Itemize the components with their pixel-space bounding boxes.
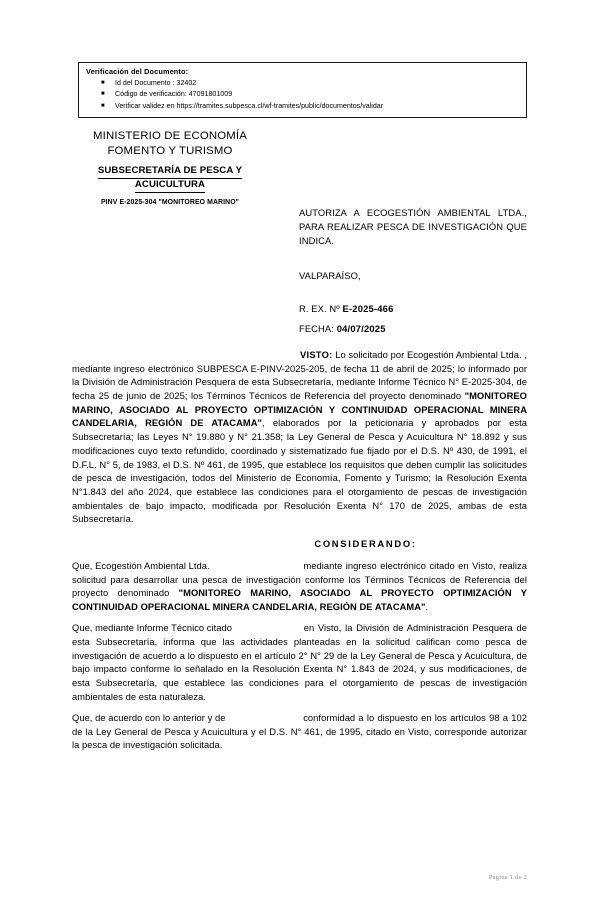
visto-text-a: Lo solicitado por Ecogestión Ambiental Ltda. , mediante ingreso electrónico SUBPESCA E-PINV-2025-205, de fecha 11 de abril de 2025; lo informado por la División de Administración Pesquera de esta Subsecretaría, mediante Informe Técnico N° E-2025-304, de fecha 25 de junio de 2025; los Términos Técnicos de Referencia del proyecto denominado <box>72 350 527 402</box>
ministry-name-line2: FOMENTO Y TURISMO <box>107 145 233 158</box>
project-name-bold: "MONITOREO MARINO, ASOCIADO AL PROYECTO OPTIMIZACIÓN Y CONTINUIDAD OPERACIONAL MINERA CANDELARIA, REGIÓN DE ATACAMA" <box>72 588 527 612</box>
considerando-2-lead: Que, mediante Informe Técnico citado <box>72 623 233 634</box>
project-code: PINV E-2025-304 "MONITOREO MARINO" <box>100 198 240 206</box>
list-item <box>85 78 524 89</box>
document-verification-box <box>78 62 527 118</box>
resolution-date-row <box>299 323 527 334</box>
document-body <box>72 349 527 753</box>
list-item <box>85 89 524 100</box>
subsecretaria-line1: SUBSECRETARÍA DE PESCA Y <box>98 165 242 179</box>
considerando-1-text-b: . <box>425 602 429 612</box>
resolution-subject: AUTORIZA A ECOGESTIÓN AMBIENTAL LTDA., PARA REALIZAR PESCA DE INVESTIGACIÓN QUE INDICA. <box>299 207 527 246</box>
visto-paragraph <box>72 349 527 527</box>
resolution-city: VALPARAÍSO, <box>299 269 361 281</box>
visto-tag: VISTO: <box>300 350 333 360</box>
visto-text-b: , elaborados por la peticionaria y aprobados por esta Subsecretaría; las Leyes N° 19.880 y N° 21.358; la Ley General de Pesca y Acuicultura N° 18.892 y sus modificaciones cuyo texto refundido, coordinado y sistematizado fue fijado por el D.S. Nº 430, de 1991, el D.F.L. N° 5, de 1983, el D.S. Nº 461, de 1995, que establece los requisitos que deben cumplir las solicitudes de pesca de investigación, todos del Ministerio de Economía, Fomento y Turismo; la Resolución Exenta N°1.843 del año 2024, que establece las condiciones para el otorgamiento de pescas de investigación ambientales de bajo impacto, modificada por Resolución Exenta N° 170 de 2025, ambas de esta Subsecretaría. <box>72 418 528 525</box>
resolution-date-value: 04/07/2025 <box>336 322 386 334</box>
resolution-number-label: R. EX. Nº <box>299 302 343 314</box>
bullet-icon: ■ <box>101 79 105 86</box>
verification-title: Verificación del Documento: <box>86 67 189 76</box>
subsecretaria-name <box>44 165 296 193</box>
considerando-paragraph-1 <box>72 560 527 615</box>
ministry-name-line1: MINISTERIO DE ECONOMÍA <box>93 130 247 142</box>
considerando-3-lead: Que, de acuerdo con lo anterior y de <box>72 712 226 723</box>
considerando-1-text-a: mediante ingreso electrónico citado en Visto, realiza solicitud para desarrollar una pesca de investigación conforme los Términos Técnicos de Referencia del proyecto denominado <box>72 560 527 599</box>
letterhead <box>44 129 296 206</box>
considerando-heading: CONSIDERANDO: <box>314 537 417 549</box>
resolution-number-row <box>299 303 527 314</box>
verification-code: Código de verificación: 47091801009 <box>115 90 233 99</box>
project-name-bold: "MONITOREO MARINO, ASOCIADO AL PROYECTO OPTIMIZACIÓN Y CONTINUIDAD OPERACIONAL MINERA CANDELARIA, REGIÓN DE ATACAMA" <box>72 391 527 429</box>
bullet-icon: ■ <box>101 91 105 98</box>
subsecretaria-line2: ACUICULTURA <box>135 179 205 193</box>
resolution-number-value: E-2025-466 <box>342 302 394 314</box>
bullet-icon: ■ <box>101 102 105 109</box>
considerando-2-text: en Visto, la División de Administración Pesquera de esta Subsecretaría, informa que las actividades planteadas en la solicitud califican como pesca de investigación de acuerdo a lo dispuesto en el artículo 2° N° 29 de la Ley General de Pesca y Acuicultura, de bajo impacto conforme lo señalado en la Resolución Exenta N° 1.843 de 2024, y sus modificaciones, de esta Subsecretaría, que establece las condiciones para el otorgamiento de pescas de investigación ambientales de esta naturaleza. <box>72 623 527 702</box>
page-number: Página 1 de 2 <box>488 874 527 881</box>
verification-url: Verificar validez en https://tramites.subpesca.cl/wf-tramites/public/documentos/validar <box>115 101 384 110</box>
page-footer <box>0 874 527 881</box>
list-item <box>85 101 524 112</box>
resolution-date-label: FECHA: <box>299 322 337 334</box>
considerando-3-text: conformidad a lo dispuesto en los artículos 98 a 102 de la Ley General de Pesca y Acuicultura y el D.S. N° 461, de 1995, citado en Visto, corresponde autorizar la pesca de investigación solicitada. <box>72 712 527 751</box>
considerando-1-lead: Que, Ecogestión Ambiental Ltda. <box>72 560 210 571</box>
verification-document-id: Id del Documento : 32402 <box>115 78 197 87</box>
considerando-paragraph-2 <box>72 622 527 704</box>
verification-list <box>85 78 524 112</box>
resolution-title-block <box>299 206 527 334</box>
considerando-paragraph-3 <box>72 712 527 753</box>
